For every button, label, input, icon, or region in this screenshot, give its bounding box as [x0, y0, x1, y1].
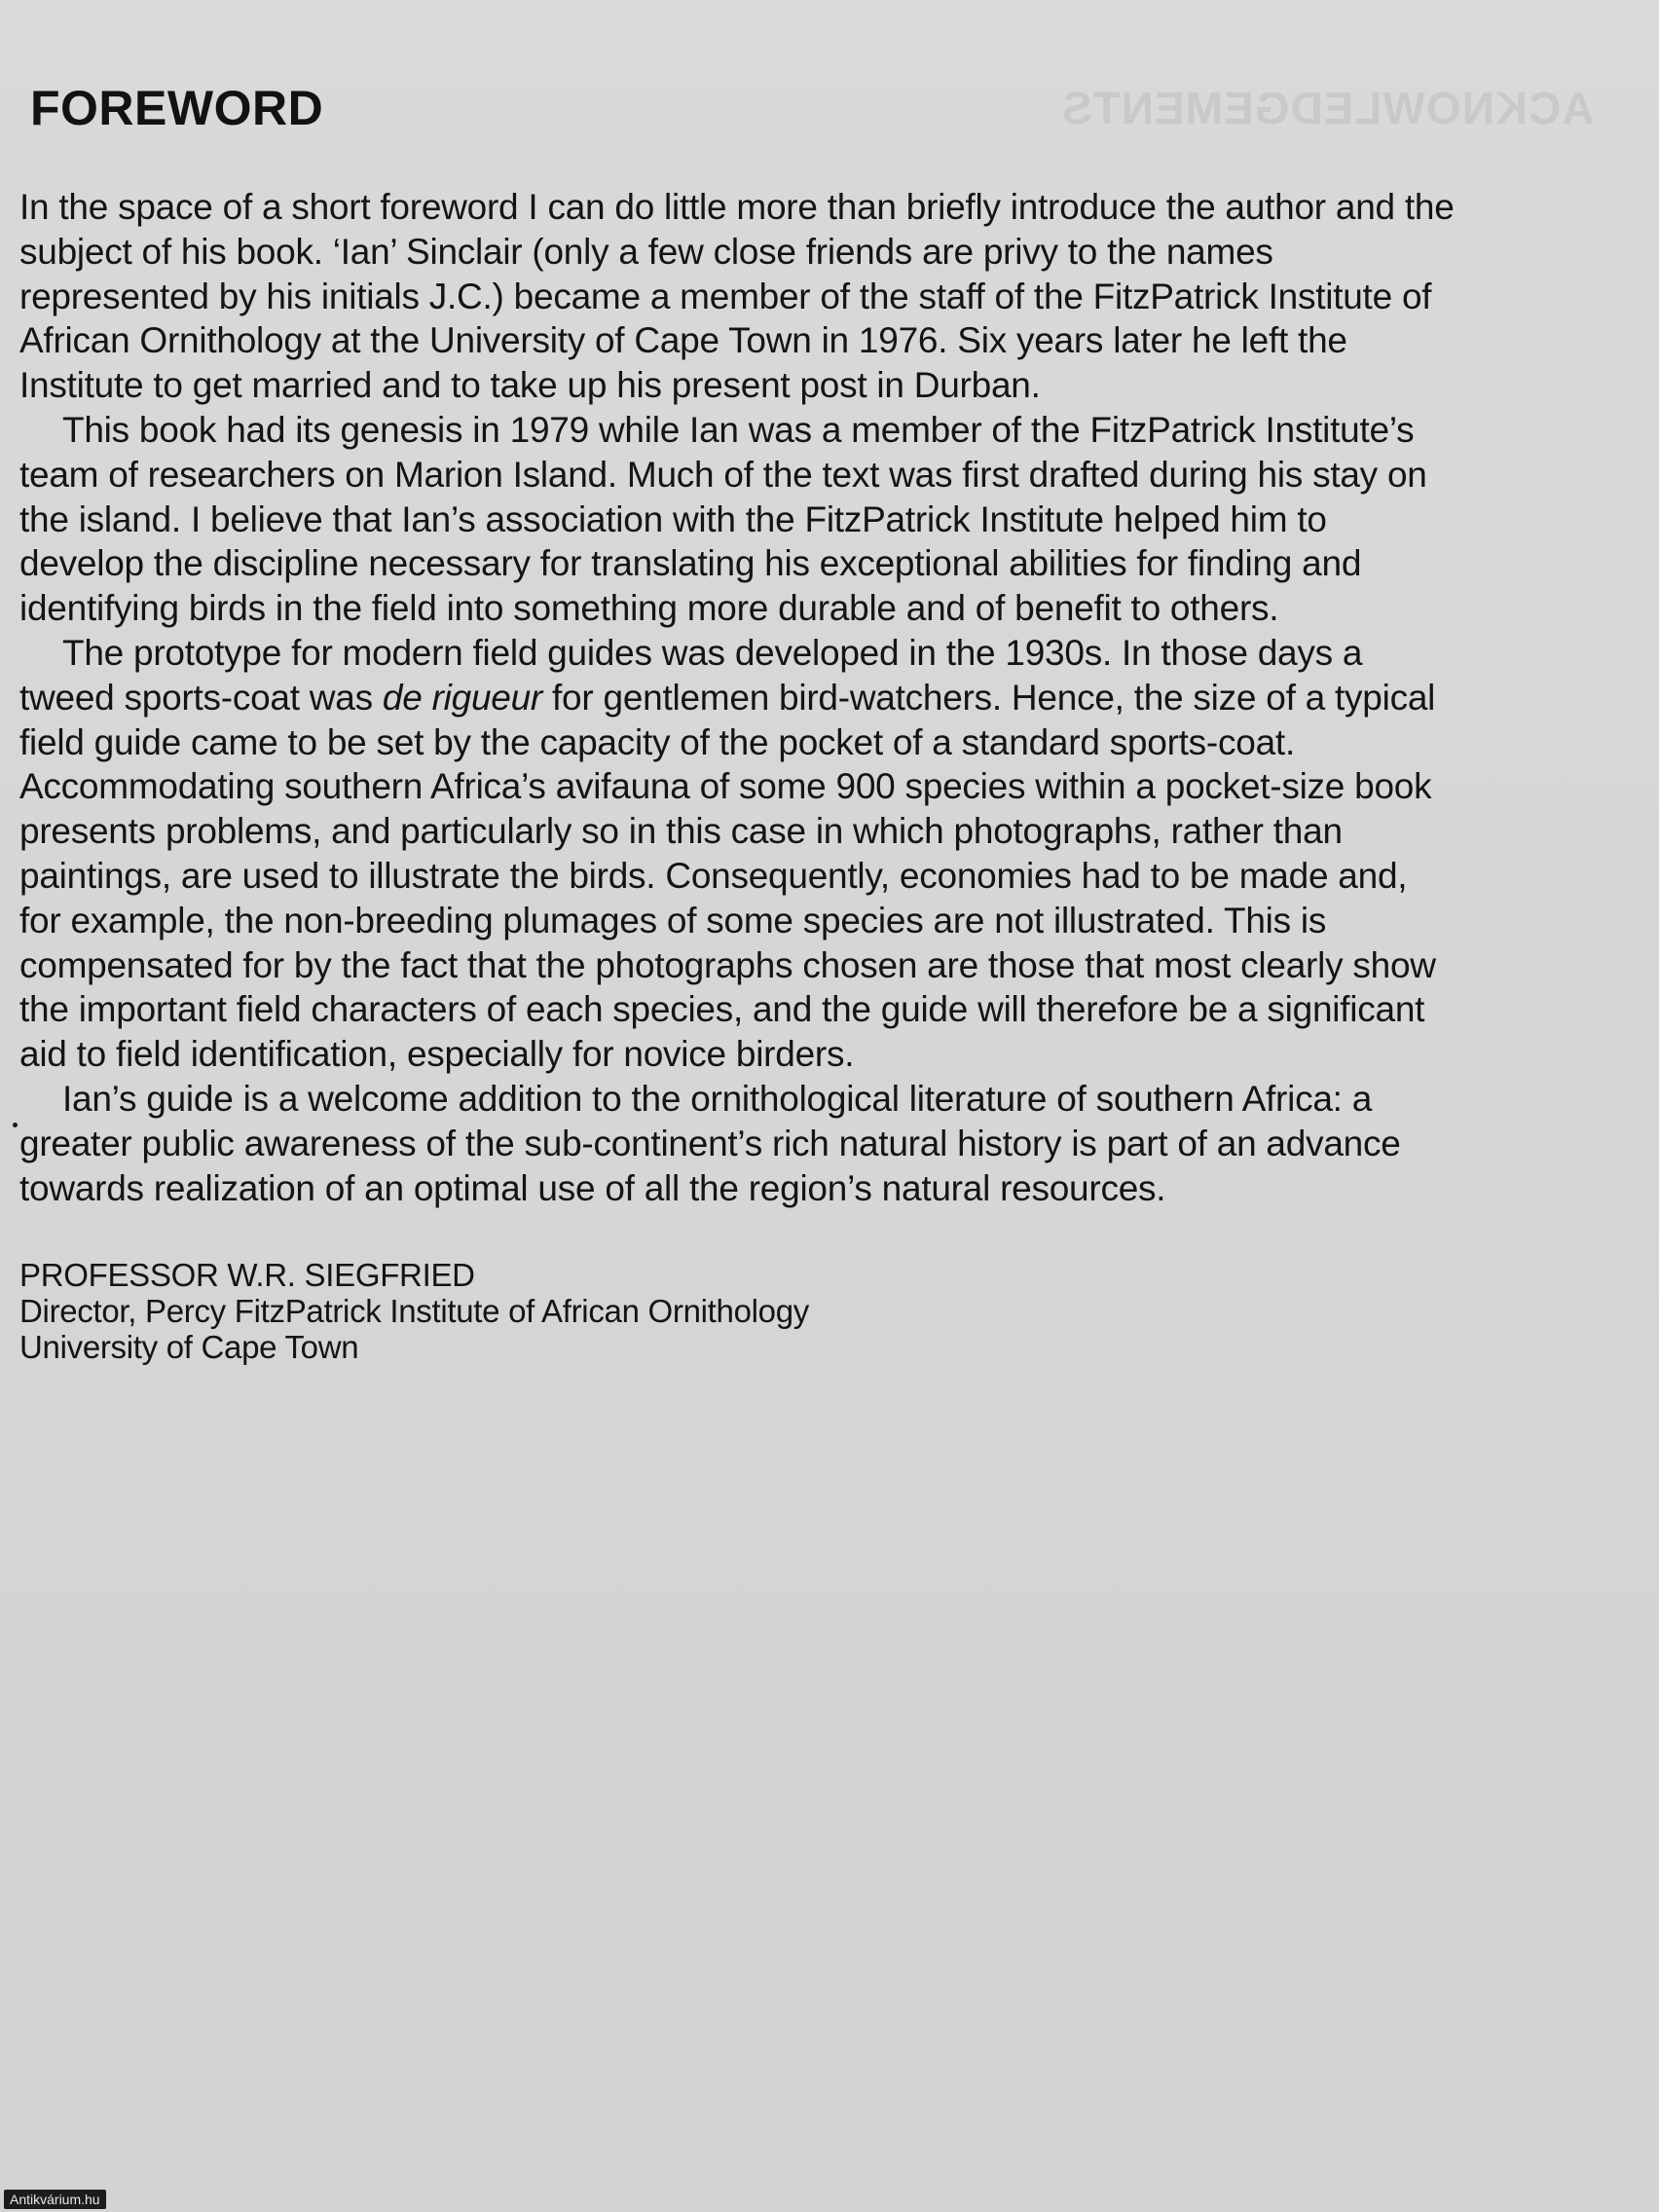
signature-name: PROFESSOR W.R. SIEGFRIED: [19, 1257, 475, 1293]
text-line: represented by his initials J.C.) became a member of the staff of the FitzPatrick Institute of: [19, 276, 1432, 316]
paragraph-1: [19, 185, 1645, 408]
text-line: Institute to get married and to take up his present post in Durban.: [19, 365, 1041, 406]
text-line: for example, the non-breeding plumages of some species are not illustrated. This is: [19, 900, 1327, 940]
text-fragment: for gentlemen bird-watchers. Hence, the size of a typical: [542, 677, 1436, 718]
text-line: In the space of a short foreword I can do little more than briefly introduce the author and the: [19, 187, 1455, 227]
signature-role: Director, Percy FitzPatrick Institute of African Ornithology: [19, 1293, 809, 1329]
italic-phrase: de rigueur: [382, 677, 542, 718]
text-line: greater public awareness of the sub-continent’s rich natural history is part of an advance: [19, 1123, 1401, 1163]
text-line: develop the discipline necessary for translating his exceptional abilities for finding and: [19, 543, 1362, 584]
foreword-body: [19, 185, 1645, 1210]
paragraph-3: [19, 631, 1645, 1077]
text-line: team of researchers on Marion Island. Much of the text was first drafted during his stay on: [19, 454, 1427, 495]
text-line: Ian’s guide is a welcome addition to the ornithological literature of southern Africa: a: [62, 1078, 1373, 1119]
text-line: presents problems, and particularly so in this case in which photographs, rather than: [19, 811, 1343, 852]
text-line-with-italic: [19, 676, 1645, 720]
text-line: field guide came to be set by the capacity of the pocket of a standard sports-coat.: [19, 721, 1295, 762]
text-line: Accommodating southern Africa’s avifauna of some 900 species within a pocket-size book: [19, 766, 1432, 807]
watermark-label: Antikvárium.hu: [4, 2190, 106, 2209]
text-line: The prototype for modern field guides was developed in the 1930s. In those days a: [62, 632, 1363, 673]
text-line: the important field characters of each species, and the guide will therefore be a significant: [19, 989, 1425, 1030]
text-line: towards realization of an optimal use of all the region’s natural resources.: [19, 1167, 1166, 1208]
text-line: the island. I believe that Ian’s association with the FitzPatrick Institute helped him to: [19, 498, 1327, 539]
text-line: This book had its genesis in 1979 while Ian was a member of the FitzPatrick Institute’s: [62, 409, 1415, 450]
text-line: subject of his book. ‘Ian’ Sinclair (only a few close friends are privy to the names: [19, 231, 1273, 272]
text-line: paintings, are used to illustrate the birds. Consequently, economies had to be made and,: [19, 855, 1408, 896]
signature-block: [19, 1257, 809, 1365]
text-fragment: tweed sports-coat was: [19, 677, 383, 718]
signature-affiliation: University of Cape Town: [19, 1329, 359, 1365]
paragraph-4: [19, 1077, 1645, 1210]
ink-speck: [13, 1123, 18, 1127]
page-title: FOREWORD: [30, 81, 324, 135]
text-line: African Ornithology at the University of Cape Town in 1976. Six years later he left the: [19, 320, 1347, 361]
text-line: identifying birds in the field into something more durable and of benefit to others.: [19, 588, 1279, 629]
text-line: aid to field identification, especially for novice birders.: [19, 1034, 855, 1075]
paragraph-2: [19, 408, 1645, 631]
text-line: compensated for by the fact that the photographs chosen are those that most clearly show: [19, 944, 1436, 985]
show-through-heading: ACKNOWLEDGEMENTS: [1061, 83, 1595, 133]
